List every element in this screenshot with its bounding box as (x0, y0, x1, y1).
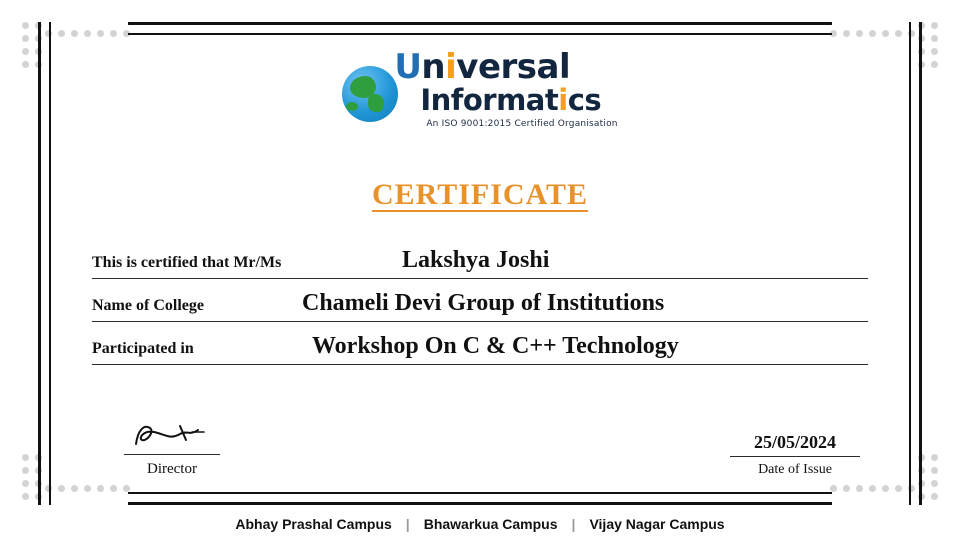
border-line-top-outer (128, 22, 832, 25)
certificate-title: CERTIFICATE (371, 178, 589, 211)
brand-letter-i: i (445, 47, 457, 87)
border-line-top-inner (128, 33, 832, 35)
brand-word-informat: Informat (420, 83, 559, 117)
field-label-recipient: This is certified that Mr/Ms (92, 254, 282, 271)
brand-letter-u: U (394, 47, 422, 87)
footer-separator-2: | (571, 516, 576, 532)
issue-date-label: Date of Issue (758, 462, 832, 477)
dot-row-top-left (45, 30, 130, 37)
campus-name-3: Vijay Nagar Campus (589, 516, 725, 532)
issue-date-block (730, 432, 860, 478)
brand-word-versal: versal (456, 47, 571, 87)
signature-label: Director (147, 461, 197, 477)
dot-row-bottom-left (45, 485, 130, 492)
field-label-event: Participated in (92, 340, 194, 357)
border-line-bottom-outer (128, 502, 832, 505)
dot-row-bottom-right (830, 485, 915, 492)
issue-date-line (730, 456, 860, 457)
footer-separator-1: | (405, 516, 410, 532)
certificate-fields (92, 236, 868, 365)
signature-line (124, 454, 220, 455)
globe-icon (342, 66, 398, 122)
border-line-bottom-inner (128, 492, 832, 494)
brand-letter-i2: i (558, 83, 568, 117)
field-value-college: Chameli Devi Group of Institutions (302, 290, 665, 316)
iso-certification-text: An ISO 9001:2015 Certified Organisation (426, 119, 618, 129)
dot-row-top-right (830, 30, 915, 37)
campus-name-2: Bhawarkua Campus (423, 516, 558, 532)
field-value-recipient: Lakshya Joshi (402, 247, 550, 273)
brand-name-line-1 (394, 47, 571, 87)
brand-word-cs: cs (567, 83, 602, 117)
footer-campus-list (0, 516, 960, 532)
field-row-college (92, 279, 868, 322)
brand-letter-n: n (421, 47, 446, 87)
signature-block (124, 418, 220, 478)
field-row-recipient (92, 236, 868, 279)
issue-date-value: 25/05/2024 (753, 432, 836, 452)
signature-scribble-icon (124, 418, 220, 452)
field-label-college: Name of College (92, 297, 204, 314)
campus-name-1: Abhay Prashal Campus (235, 516, 392, 532)
organization-logo (0, 47, 960, 129)
field-value-event: Workshop On C & C++ Technology (312, 333, 679, 359)
field-row-event (92, 322, 868, 365)
brand-name-line-2 (420, 83, 602, 117)
